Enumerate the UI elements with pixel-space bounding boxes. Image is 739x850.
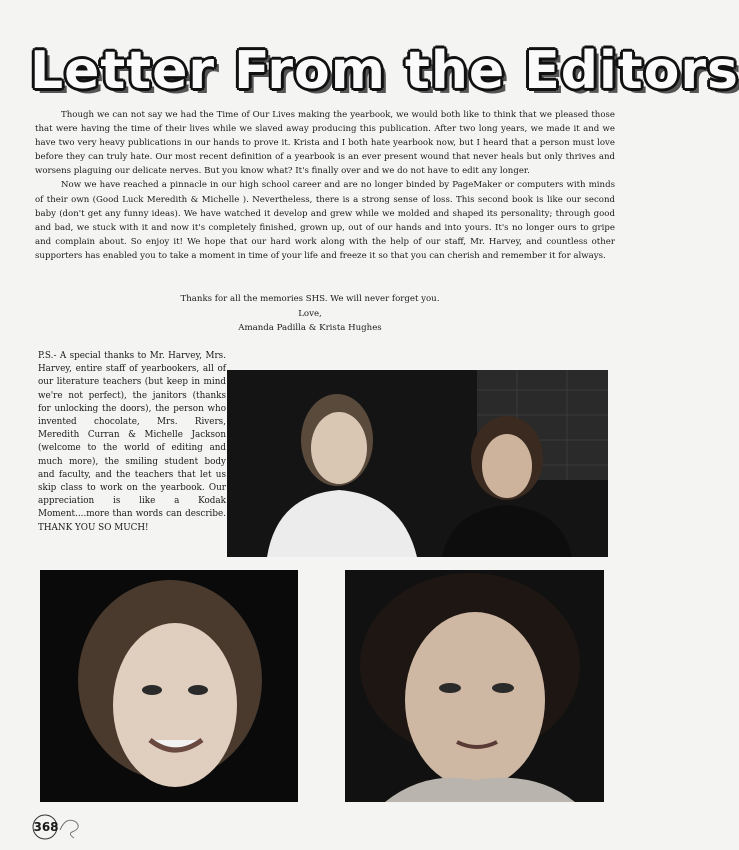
editors-letter: [35, 108, 615, 263]
letter-paragraph-1: Though we can not say we had the Time of Our Lives making the yearbook, we would both like to think that we pleased those that were having the time of their lives while we slaved away producing this publication. After two long years, we made it and we have two very heavy publications in our hands to prove it. Krista and I both hate yearbook now, but I heard that a person must love before they can truly hate. Our most recent definition of a yearbook is an ever present wound that never heals but only thrives and worsens plaguing our delicate nerves. But you know what? It's finally over and we do not have to edit any longer.: [35, 110, 615, 177]
postscript-text: P.S.- A special thanks to Mr. Harvey, Mrs. Harvey, entire staff of yearbookers, all of our literature teachers (but keep in mind we're not perfect), the janitors (thanks for unlocking the doors), the person who invented chocolate, Mrs. Rivers, Meredith Curran & Michelle Jackson (welcome to the world of editing and much more), the smiling student body and faculty, and the teachers that let us skip class to work on the yearbook. Our appreciation is like a Kodak Moment....more than words can describe. THANK YOU SO MUCH!: [38, 351, 226, 533]
letter-signoff: [150, 292, 470, 336]
page-number: 368: [33, 820, 59, 834]
portrait-photo-left: [40, 570, 298, 802]
page-title: Letter From the Editors: [30, 41, 739, 101]
portrait-photo-right: [345, 570, 604, 802]
signoff-closing: Love,: [298, 308, 322, 319]
letter-paragraph-2: Now we have reached a pinnacle in our high school career and are no longer binded by PageMaker or computers with minds of their own (Good Luck Meredith & Michelle ). Nevertheless, there is a strong sense of loss. This second book is like our second baby (don't get any funny ideas). We have watched it develop and grew while we molded and shaped its personality; through good and bad, we stuck with it and now it's completely finished, grown up, out of our hands and into yours. It's no longer ours to gripe and complain about. So enjoy it! We hope that our hard work along with the help of our staff, Mr. Harvey, and countless other supporters has enabled you to take a moment in time of your life and freeze it so that you can cherish and remember it for always.: [35, 180, 615, 261]
signoff-names: Amanda Padilla & Krista Hughes: [238, 323, 382, 333]
editors-photo: [227, 370, 608, 557]
signoff-thanks: Thanks for all the memories SHS. We will never forget you.: [180, 294, 440, 304]
